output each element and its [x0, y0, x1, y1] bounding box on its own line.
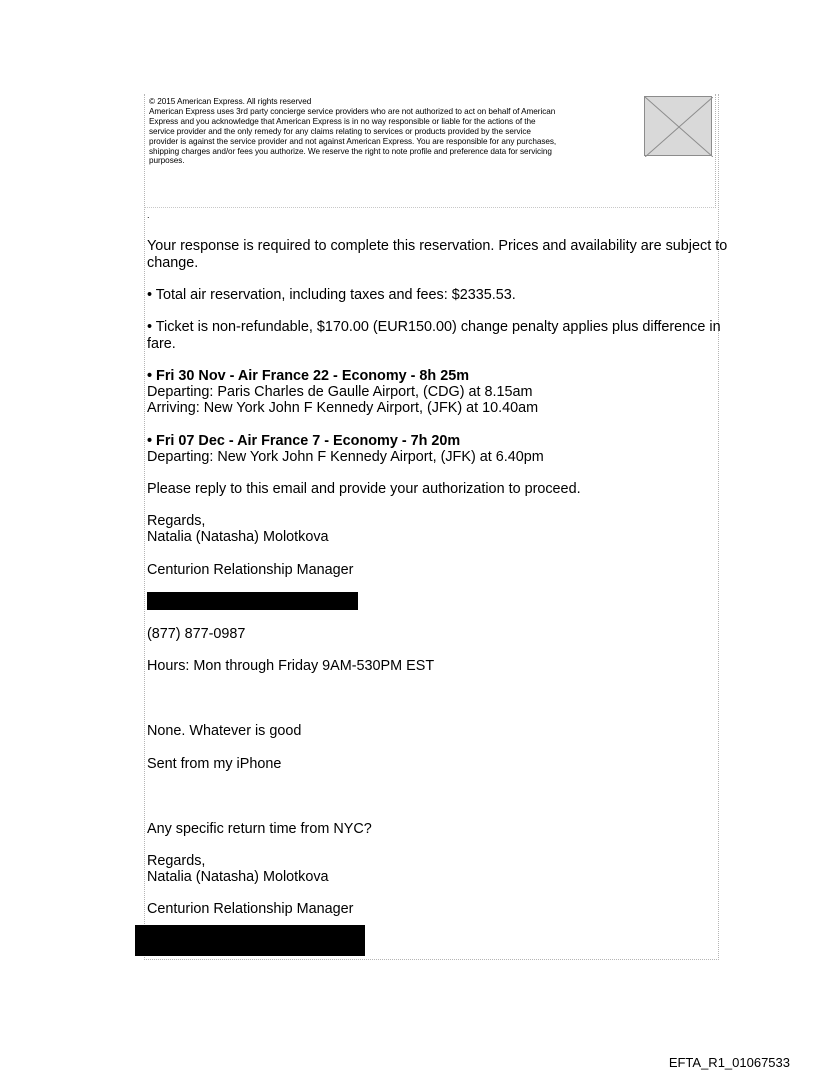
redaction-bar [147, 592, 358, 610]
signer-name: Natalia (Natasha) Molotkova [147, 869, 329, 885]
signer-name: Natalia (Natasha) Molotkova [147, 529, 329, 545]
office-hours: Hours: Mon through Friday 9AM-530PM EST [147, 658, 435, 674]
signer-title: Centurion Relationship Manager [147, 901, 354, 917]
intro-line: change. [147, 255, 199, 271]
regards: Regards, [147, 853, 206, 869]
flight1-heading: • Fri 30 Nov - Air France 22 - Economy - 8h 25m [147, 368, 469, 384]
regards: Regards, [147, 513, 206, 529]
ticket-policy-line: • Ticket is non-refundable, $170.00 (EUR150.00) change penalty applies plus difference in [147, 319, 721, 335]
question-line: Any specific return time from NYC? [147, 821, 372, 837]
signer-title: Centurion Relationship Manager [147, 562, 354, 578]
disclaimer-line: purposes. [149, 156, 185, 166]
disclaimer-line: American Express uses 3rd party concierge service providers who are not authorized to act on behalf of American [149, 106, 556, 116]
disclaimer-line: service provider and the only remedy for any claims relating to services or products provided by the service [149, 126, 531, 136]
phone-number: (877) 877-0987 [147, 626, 246, 642]
disclaimer-line: shipping charges and/or fees you authorize. We reserve the right to note profile and preference data for servicing [149, 146, 552, 156]
ticket-policy-line: fare. [147, 336, 176, 352]
reply-body: None. Whatever is good [147, 723, 302, 739]
legal-text [149, 97, 641, 166]
redaction-bar [135, 925, 365, 956]
disclaimer-line: Express and you acknowledge that American Express is in no way responsible or liable for the actions of the [149, 116, 536, 126]
flight2-departing: Departing: New York John F Kennedy Airport, (JFK) at 6.40pm [147, 449, 544, 465]
document-id: EFTA_R1_01067533 [668, 1055, 790, 1070]
intro-line: Your response is required to complete this reservation. Prices and availability are subject to [147, 238, 728, 254]
separator-dot: . [147, 210, 150, 220]
legal-footer-box [144, 94, 716, 208]
sent-from: Sent from my iPhone [147, 756, 282, 772]
flight2-heading: • Fri 07 Dec - Air France 7 - Economy - 7h 20m [147, 433, 461, 449]
disclaimer-line: provider is against the service provider and not against American Express. You are responsible for any purchases, [149, 136, 557, 146]
reply-request: Please reply to this email and provide your authorization to proceed. [147, 481, 581, 497]
copyright-line: © 2015 American Express. All rights reserved [149, 97, 312, 106]
flight1-arriving: Arriving: New York John F Kennedy Airport, (JFK) at 10.40am [147, 400, 539, 416]
broken-image-icon [644, 96, 712, 156]
flight1-departing: Departing: Paris Charles de Gaulle Airport, (CDG) at 8.15am [147, 384, 533, 400]
total-price-line: • Total air reservation, including taxes and fees: $2335.53. [147, 287, 516, 303]
